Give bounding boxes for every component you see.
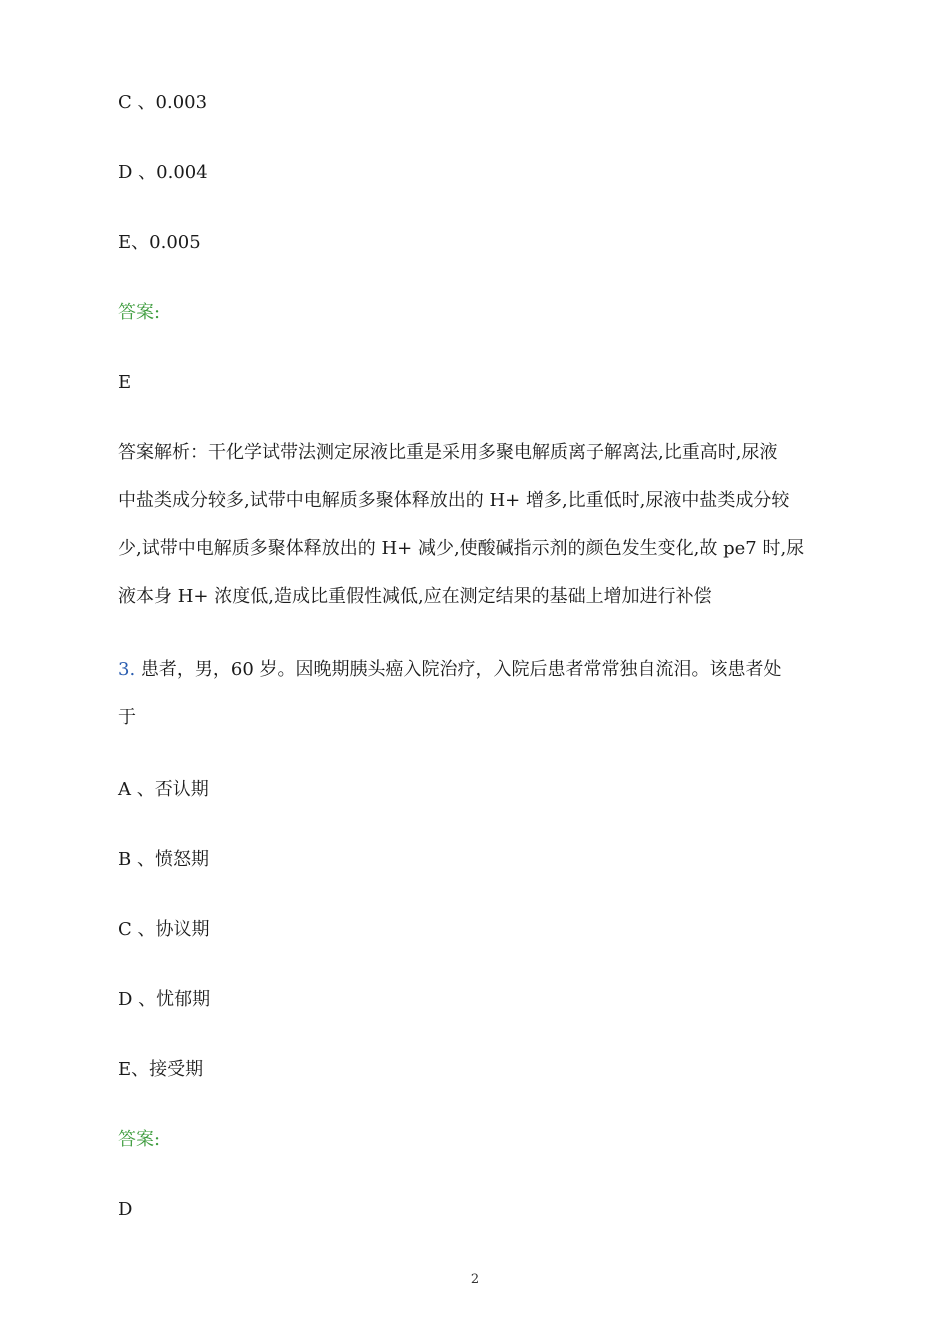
option-separator: 、 — [131, 92, 156, 113]
question-stem-line-1 — [118, 658, 834, 682]
answer-label: 答案: — [118, 302, 161, 323]
analysis-line-3: 少,试带中电解质多聚体释放出的 H+ 减少,使酸碱指示剂的颜色发生变化,故 pe7 时,尿 — [118, 538, 805, 559]
option-text: 0.004 — [156, 162, 208, 183]
option-letter: B — [118, 849, 132, 870]
option-e — [118, 231, 201, 255]
answer-value: D — [118, 1199, 133, 1220]
analysis-line-4: 液本身 H+ 浓度低,造成比重假性减低,应在测定结果的基础上增加进行补偿 — [118, 586, 712, 607]
question-stem-line-2: 于 — [118, 707, 136, 728]
option-letter: E — [118, 1059, 132, 1080]
option-d — [118, 161, 208, 185]
option-text: 0.003 — [155, 92, 208, 113]
page-number: 2 — [470, 1272, 480, 1287]
option-letter: A — [118, 779, 131, 800]
option-c — [118, 918, 210, 942]
analysis-line-2: 中盐类成分较多,试带中电解质多聚体释放出的 H+ 增多,比重低时,尿液中盐类成分较 — [118, 490, 790, 511]
option-d — [118, 988, 210, 1012]
option-e — [118, 1058, 203, 1082]
option-letter: D — [118, 989, 133, 1010]
option-separator: 、 — [131, 1059, 150, 1080]
option-letter: C — [118, 919, 132, 940]
option-separator: 、 — [132, 162, 157, 183]
option-text: 忧郁期 — [156, 989, 211, 1010]
question-number: 3. — [118, 659, 136, 680]
option-text: 协议期 — [155, 919, 210, 940]
option-separator: 、 — [131, 919, 156, 940]
option-letter: D — [118, 162, 133, 183]
option-letter: C — [118, 92, 132, 113]
option-separator: 、 — [131, 849, 155, 870]
answer-label: 答案: — [118, 1129, 161, 1150]
option-c — [118, 91, 207, 115]
option-a — [118, 778, 209, 802]
option-text: 接受期 — [149, 1059, 204, 1080]
analysis-line-1: 答案解析：干化学试带法测定尿液比重是采用多聚电解质离子解离法,比重高时,尿液 — [118, 442, 778, 463]
option-b — [118, 848, 209, 872]
option-letter: E — [118, 232, 132, 253]
option-text: 0.005 — [149, 232, 201, 253]
option-text: 愤怒期 — [154, 849, 209, 870]
option-text: 否认期 — [154, 779, 209, 800]
question-text: 患者，男，60 岁。因晚期胰头癌入院治疗，入院后患者常常独自流泪。该患者处 — [135, 659, 782, 680]
option-separator: 、 — [132, 989, 157, 1010]
answer-value: E — [118, 372, 132, 393]
option-separator: 、 — [131, 779, 155, 800]
option-separator: 、 — [131, 232, 150, 253]
